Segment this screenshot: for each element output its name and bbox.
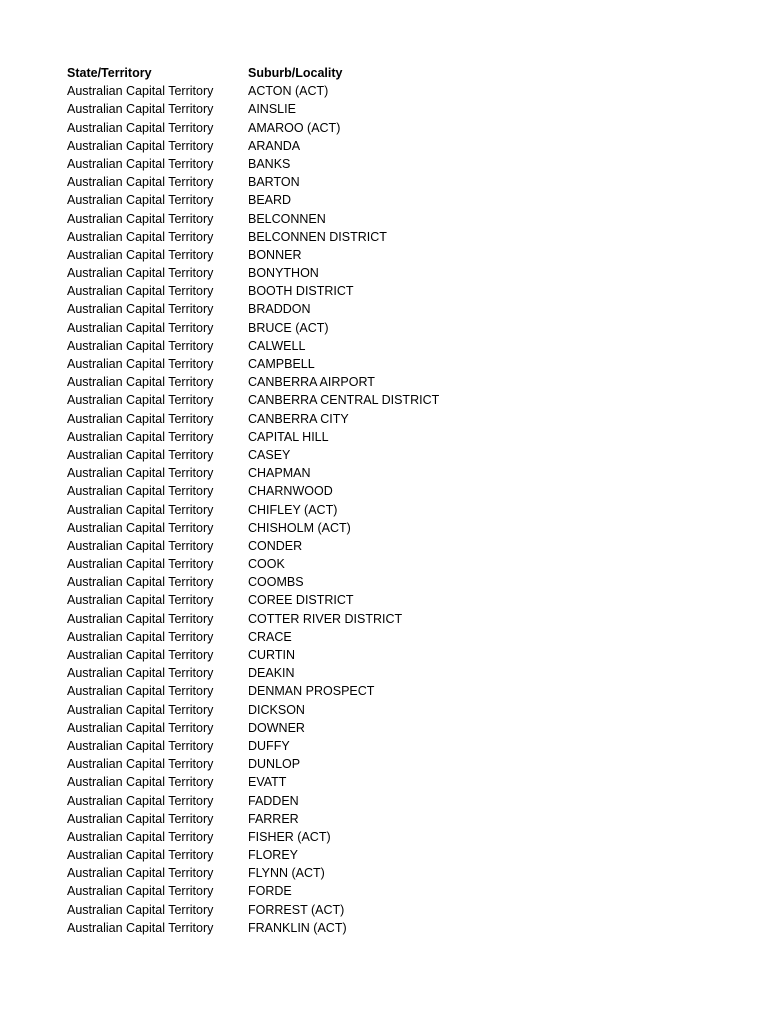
state-territory-cell: Australian Capital Territory xyxy=(67,757,214,772)
table-row xyxy=(67,282,747,300)
table-row xyxy=(67,246,747,264)
suburb-locality-cell: BARTON xyxy=(248,175,300,190)
suburb-locality-cell: AINSLIE xyxy=(248,102,296,117)
state-territory-cell: Australian Capital Territory xyxy=(67,120,214,135)
state-territory-cell: Australian Capital Territory xyxy=(67,829,214,844)
suburb-locality-cell: CRACE xyxy=(248,629,292,644)
table-row xyxy=(67,210,747,228)
state-territory-cell: Australian Capital Territory xyxy=(67,575,214,590)
state-territory-cell: Australian Capital Territory xyxy=(67,557,214,572)
state-territory-cell: Australian Capital Territory xyxy=(67,447,214,462)
table-row xyxy=(67,828,747,846)
state-territory-cell: Australian Capital Territory xyxy=(67,902,214,917)
suburb-locality-cell: DENMAN PROSPECT xyxy=(248,684,375,699)
table-row xyxy=(67,264,747,282)
state-territory-cell: Australian Capital Territory xyxy=(67,866,214,881)
suburb-locality-cell: CHIFLEY (ACT) xyxy=(248,502,338,517)
table-row xyxy=(67,846,747,864)
table-row xyxy=(67,919,747,937)
state-territory-cell: Australian Capital Territory xyxy=(67,375,214,390)
table-row xyxy=(67,737,747,755)
suburb-locality-cell: BONNER xyxy=(248,247,302,262)
suburb-locality-cell: EVATT xyxy=(248,775,287,790)
suburb-locality-cell: FORDE xyxy=(248,884,292,899)
table-row xyxy=(67,864,747,882)
suburb-locality-cell: CONDER xyxy=(248,538,303,553)
suburb-locality-cell: ACTON (ACT) xyxy=(248,84,329,99)
suburb-locality-cell: BANKS xyxy=(248,156,291,171)
state-territory-cell: Australian Capital Territory xyxy=(67,920,214,935)
table-row xyxy=(67,755,747,773)
state-territory-cell: Australian Capital Territory xyxy=(67,211,214,226)
suburb-locality-cell: FISHER (ACT) xyxy=(248,829,331,844)
suburb-locality-cell: FORREST (ACT) xyxy=(248,902,345,917)
suburb-locality-cell: FADDEN xyxy=(248,793,299,808)
suburb-locality-cell: DEAKIN xyxy=(248,666,295,681)
table-row xyxy=(67,355,747,373)
state-territory-cell: Australian Capital Territory xyxy=(67,666,214,681)
table-row xyxy=(67,701,747,719)
table-row xyxy=(67,82,747,100)
locality-table xyxy=(67,64,747,937)
state-territory-cell: Australian Capital Territory xyxy=(67,302,214,317)
state-territory-cell: Australian Capital Territory xyxy=(67,629,214,644)
state-territory-cell: Australian Capital Territory xyxy=(67,102,214,117)
table-row xyxy=(67,155,747,173)
state-territory-cell: Australian Capital Territory xyxy=(67,266,214,281)
suburb-locality-cell: DOWNER xyxy=(248,720,305,735)
table-row xyxy=(67,719,747,737)
table-body xyxy=(67,82,747,937)
state-territory-cell: Australian Capital Territory xyxy=(67,684,214,699)
table-row xyxy=(67,410,747,428)
suburb-locality-cell: FARRER xyxy=(248,811,299,826)
table-row xyxy=(67,882,747,900)
table-row xyxy=(67,228,747,246)
state-territory-cell: Australian Capital Territory xyxy=(67,538,214,553)
suburb-locality-cell: BELCONNEN DISTRICT xyxy=(248,229,387,244)
suburb-locality-cell: BELCONNEN xyxy=(248,211,326,226)
state-territory-cell: Australian Capital Territory xyxy=(67,320,214,335)
suburb-locality-cell: CAMPBELL xyxy=(248,357,315,371)
state-territory-cell: Australian Capital Territory xyxy=(67,229,214,244)
suburb-locality-cell: CURTIN xyxy=(248,648,295,662)
table-row xyxy=(67,664,747,682)
suburb-locality-cell: COOMBS xyxy=(248,575,304,590)
table-row xyxy=(67,428,747,446)
table-row xyxy=(67,446,747,464)
table-row xyxy=(67,610,747,628)
state-territory-cell: Australian Capital Territory xyxy=(67,84,214,99)
state-territory-cell: Australian Capital Territory xyxy=(67,175,214,190)
table-row xyxy=(67,300,747,318)
state-territory-cell: Australian Capital Territory xyxy=(67,593,214,608)
table-row xyxy=(67,391,747,409)
suburb-locality-cell: CASEY xyxy=(248,447,291,462)
table-row xyxy=(67,173,747,191)
state-territory-cell: Australian Capital Territory xyxy=(67,884,214,899)
suburb-locality-cell: DUFFY xyxy=(248,738,290,753)
table-row xyxy=(67,100,747,118)
suburb-locality-cell: CHISHOLM (ACT) xyxy=(248,520,351,535)
table-row xyxy=(67,573,747,591)
state-territory-cell: Australian Capital Territory xyxy=(67,284,214,299)
state-territory-cell: Australian Capital Territory xyxy=(67,702,214,717)
state-territory-cell: Australian Capital Territory xyxy=(67,502,214,517)
table-row xyxy=(67,137,747,155)
state-territory-cell: Australian Capital Territory xyxy=(67,793,214,808)
state-territory-cell: Australian Capital Territory xyxy=(67,193,214,208)
state-territory-cell: Australian Capital Territory xyxy=(67,338,214,353)
suburb-locality-cell: BEARD xyxy=(248,193,292,208)
suburb-locality-cell: BRADDON xyxy=(248,302,311,317)
state-territory-cell: Australian Capital Territory xyxy=(67,848,214,863)
suburb-locality-cell: BRUCE (ACT) xyxy=(248,320,329,335)
table-row xyxy=(67,482,747,500)
suburb-locality-cell: CANBERRA CENTRAL DISTRICT xyxy=(248,393,440,408)
table-row xyxy=(67,901,747,919)
suburb-locality-cell: DICKSON xyxy=(248,702,305,717)
suburb-locality-cell: FLOREY xyxy=(248,848,299,863)
table-row xyxy=(67,319,747,337)
suburb-locality-cell: BOOTH DISTRICT xyxy=(248,284,354,299)
state-territory-cell: Australian Capital Territory xyxy=(67,738,214,753)
suburb-locality-cell: ARANDA xyxy=(248,138,301,153)
table-row xyxy=(67,555,747,573)
header-state-territory: State/Territory xyxy=(67,66,152,80)
suburb-locality-cell: CANBERRA CITY xyxy=(248,411,349,426)
suburb-locality-cell: AMAROO (ACT) xyxy=(248,120,341,135)
table-row xyxy=(67,119,747,137)
table-row xyxy=(67,628,747,646)
table-row xyxy=(67,591,747,609)
state-territory-cell: Australian Capital Territory xyxy=(67,156,214,171)
header-suburb-locality: Suburb/Locality xyxy=(248,66,343,80)
suburb-locality-cell: COREE DISTRICT xyxy=(248,593,354,608)
suburb-locality-cell: BONYTHON xyxy=(248,266,319,281)
table-row xyxy=(67,773,747,791)
state-territory-cell: Australian Capital Territory xyxy=(67,611,214,626)
table-row xyxy=(67,337,747,355)
state-territory-cell: Australian Capital Territory xyxy=(67,247,214,262)
state-territory-cell: Australian Capital Territory xyxy=(67,393,214,408)
table-row xyxy=(67,792,747,810)
state-territory-cell: Australian Capital Territory xyxy=(67,466,214,481)
table-row xyxy=(67,682,747,700)
suburb-locality-cell: COOK xyxy=(248,557,285,572)
table-row xyxy=(67,810,747,828)
state-territory-cell: Australian Capital Territory xyxy=(67,138,214,153)
state-territory-cell: Australian Capital Territory xyxy=(67,429,214,444)
suburb-locality-cell: CANBERRA AIRPORT xyxy=(248,375,375,390)
state-territory-cell: Australian Capital Territory xyxy=(67,648,214,662)
state-territory-cell: Australian Capital Territory xyxy=(67,484,214,499)
suburb-locality-cell: FLYNN (ACT) xyxy=(248,866,325,881)
suburb-locality-cell: DUNLOP xyxy=(248,757,301,772)
suburb-locality-cell: CAPITAL HILL xyxy=(248,429,329,444)
state-territory-cell: Australian Capital Territory xyxy=(67,411,214,426)
suburb-locality-cell: CHAPMAN xyxy=(248,466,311,481)
table-row xyxy=(67,537,747,555)
suburb-locality-cell: CHARNWOOD xyxy=(248,484,333,499)
table-header-row xyxy=(67,64,747,82)
suburb-locality-cell: FRANKLIN (ACT) xyxy=(248,920,347,935)
table-row xyxy=(67,519,747,537)
table-row xyxy=(67,646,747,664)
state-territory-cell: Australian Capital Territory xyxy=(67,720,214,735)
state-territory-cell: Australian Capital Territory xyxy=(67,775,214,790)
state-territory-cell: Australian Capital Territory xyxy=(67,811,214,826)
table-row xyxy=(67,464,747,482)
suburb-locality-cell: COTTER RIVER DISTRICT xyxy=(248,611,403,626)
state-territory-cell: Australian Capital Territory xyxy=(67,357,214,371)
table-row xyxy=(67,191,747,209)
state-territory-cell: Australian Capital Territory xyxy=(67,520,214,535)
suburb-locality-cell: CALWELL xyxy=(248,338,306,353)
table-row xyxy=(67,373,747,391)
table-row xyxy=(67,501,747,519)
